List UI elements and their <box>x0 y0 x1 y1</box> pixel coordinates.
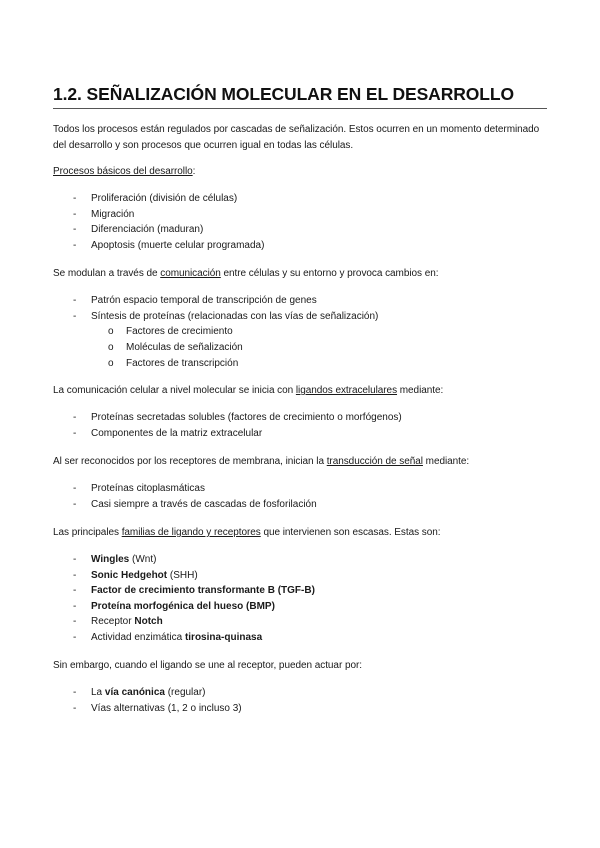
modulan-link: comunicación <box>160 268 221 279</box>
familias-pre: Las principales <box>53 527 122 538</box>
dash-bullet: - <box>73 554 77 565</box>
list-item-text: Migración <box>91 209 135 220</box>
list-item-text: Proteínas secretadas solubles (factores de crecimiento o morfógenos) <box>91 412 402 423</box>
term-prefix: La <box>91 687 105 698</box>
sub-list-item-text: Factores de crecimiento <box>126 326 233 337</box>
list-item-text: Componentes de la matriz extracelular <box>91 428 263 439</box>
title-divider <box>53 108 547 109</box>
bold-term: Factor de crecimiento transformante B (TGF-B) <box>91 585 315 596</box>
bold-term: Wingles <box>91 554 130 565</box>
list-item-text <box>91 569 198 583</box>
circle-bullet: o <box>108 342 114 353</box>
dash-bullet: - <box>73 412 77 423</box>
term-suffix: (Wnt) <box>129 554 157 565</box>
list-item-text: Proliferación (división de células) <box>91 193 238 204</box>
sub-list-item-text: Factores de transcripción <box>126 358 239 369</box>
receptores-link: transducción de señal <box>326 456 423 467</box>
bold-term: vía canónica <box>104 687 165 698</box>
dash-bullet: - <box>73 311 77 322</box>
dash-bullet: - <box>73 632 77 643</box>
list-item-text <box>91 615 163 629</box>
term-prefix: Receptor <box>91 616 135 627</box>
bold-term: Proteína morfogénica del hueso (BMP) <box>91 601 275 612</box>
familias-link: familias de ligando y receptores <box>121 527 261 538</box>
receptores-pre: Al ser reconocidos por los receptores de membrana, inician la <box>53 456 327 467</box>
procesos-heading <box>53 163 553 180</box>
term-suffix: (SHH) <box>167 570 198 581</box>
dash-bullet: - <box>73 703 77 714</box>
modulan-pre: Se modulan a través de <box>53 268 161 279</box>
term-suffix: (regular) <box>164 687 206 698</box>
dash-bullet: - <box>73 295 77 306</box>
term-prefix: Actividad enzimática <box>91 632 185 643</box>
list-item-text: Proteínas citoplasmáticas <box>91 483 205 494</box>
intro-line-1: Todos los procesos están regulados por cascadas de señalización. Estos ocurren en un momento determinado <box>53 124 540 135</box>
page-title: 1.2. SEÑALIZACIÓN MOLECULAR EN EL DESARROLLO <box>53 84 514 104</box>
dash-bullet: - <box>73 193 77 204</box>
sub-list-item-text: Moléculas de señalización <box>126 342 243 353</box>
list-item-text: Patrón espacio temporal de transcripción de genes <box>91 295 317 306</box>
receptores-paragraph <box>53 453 553 470</box>
list-item-text: Casi siempre a través de cascadas de fosforilación <box>91 499 317 510</box>
list-item-text: Vías alternativas (1, 2 o incluso 3) <box>91 703 242 714</box>
circle-bullet: o <box>108 326 114 337</box>
dash-bullet: - <box>73 499 77 510</box>
embargo-paragraph: Sin embargo, cuando el ligando se une al receptor, pueden actuar por: <box>53 660 362 671</box>
modulan-post: entre células y su entorno y provoca cambios en: <box>220 268 439 279</box>
bold-term: Sonic Hedgehot <box>91 570 168 581</box>
procesos-heading-text: Procesos básicos del desarrollo <box>53 166 193 177</box>
familias-paragraph <box>53 524 553 541</box>
list-item-text: Apoptosis (muerte celular programada) <box>91 240 265 251</box>
dash-bullet: - <box>73 240 77 251</box>
list-item-text <box>91 600 275 614</box>
list-item-text: Síntesis de proteínas (relacionadas con las vías de señalización) <box>91 311 379 322</box>
dash-bullet: - <box>73 601 77 612</box>
dash-bullet: - <box>73 687 77 698</box>
dash-bullet: - <box>73 428 77 439</box>
comunicacion-link: ligandos extracelulares <box>295 385 398 396</box>
list-item-text: Diferenciación (maduran) <box>91 224 204 235</box>
receptores-post: mediante: <box>422 456 470 467</box>
comunicacion-paragraph <box>53 382 553 399</box>
dash-bullet: - <box>73 224 77 235</box>
bold-term: tirosina-quinasa <box>184 632 263 643</box>
dash-bullet: - <box>73 570 77 581</box>
familias-post: que intervienen son escasas. Estas son: <box>260 527 441 538</box>
list-item-text <box>91 553 156 567</box>
dash-bullet: - <box>73 616 77 627</box>
dash-bullet: - <box>73 209 77 220</box>
modulan-paragraph <box>53 265 553 282</box>
comunicacion-pre: La comunicación celular a nivel molecular se inicia con <box>53 385 296 396</box>
list-item-text <box>91 686 206 700</box>
comunicacion-post: mediante: <box>397 385 444 396</box>
dash-bullet: - <box>73 483 77 494</box>
list-item-text <box>91 584 315 598</box>
intro-line-2: del desarrollo y son procesos que ocurren igual en todas las células. <box>53 140 354 151</box>
circle-bullet: o <box>108 358 114 369</box>
list-item-text <box>91 631 262 645</box>
dash-bullet: - <box>73 585 77 596</box>
bold-term: Notch <box>134 616 163 627</box>
procesos-heading-colon: : <box>192 166 196 177</box>
